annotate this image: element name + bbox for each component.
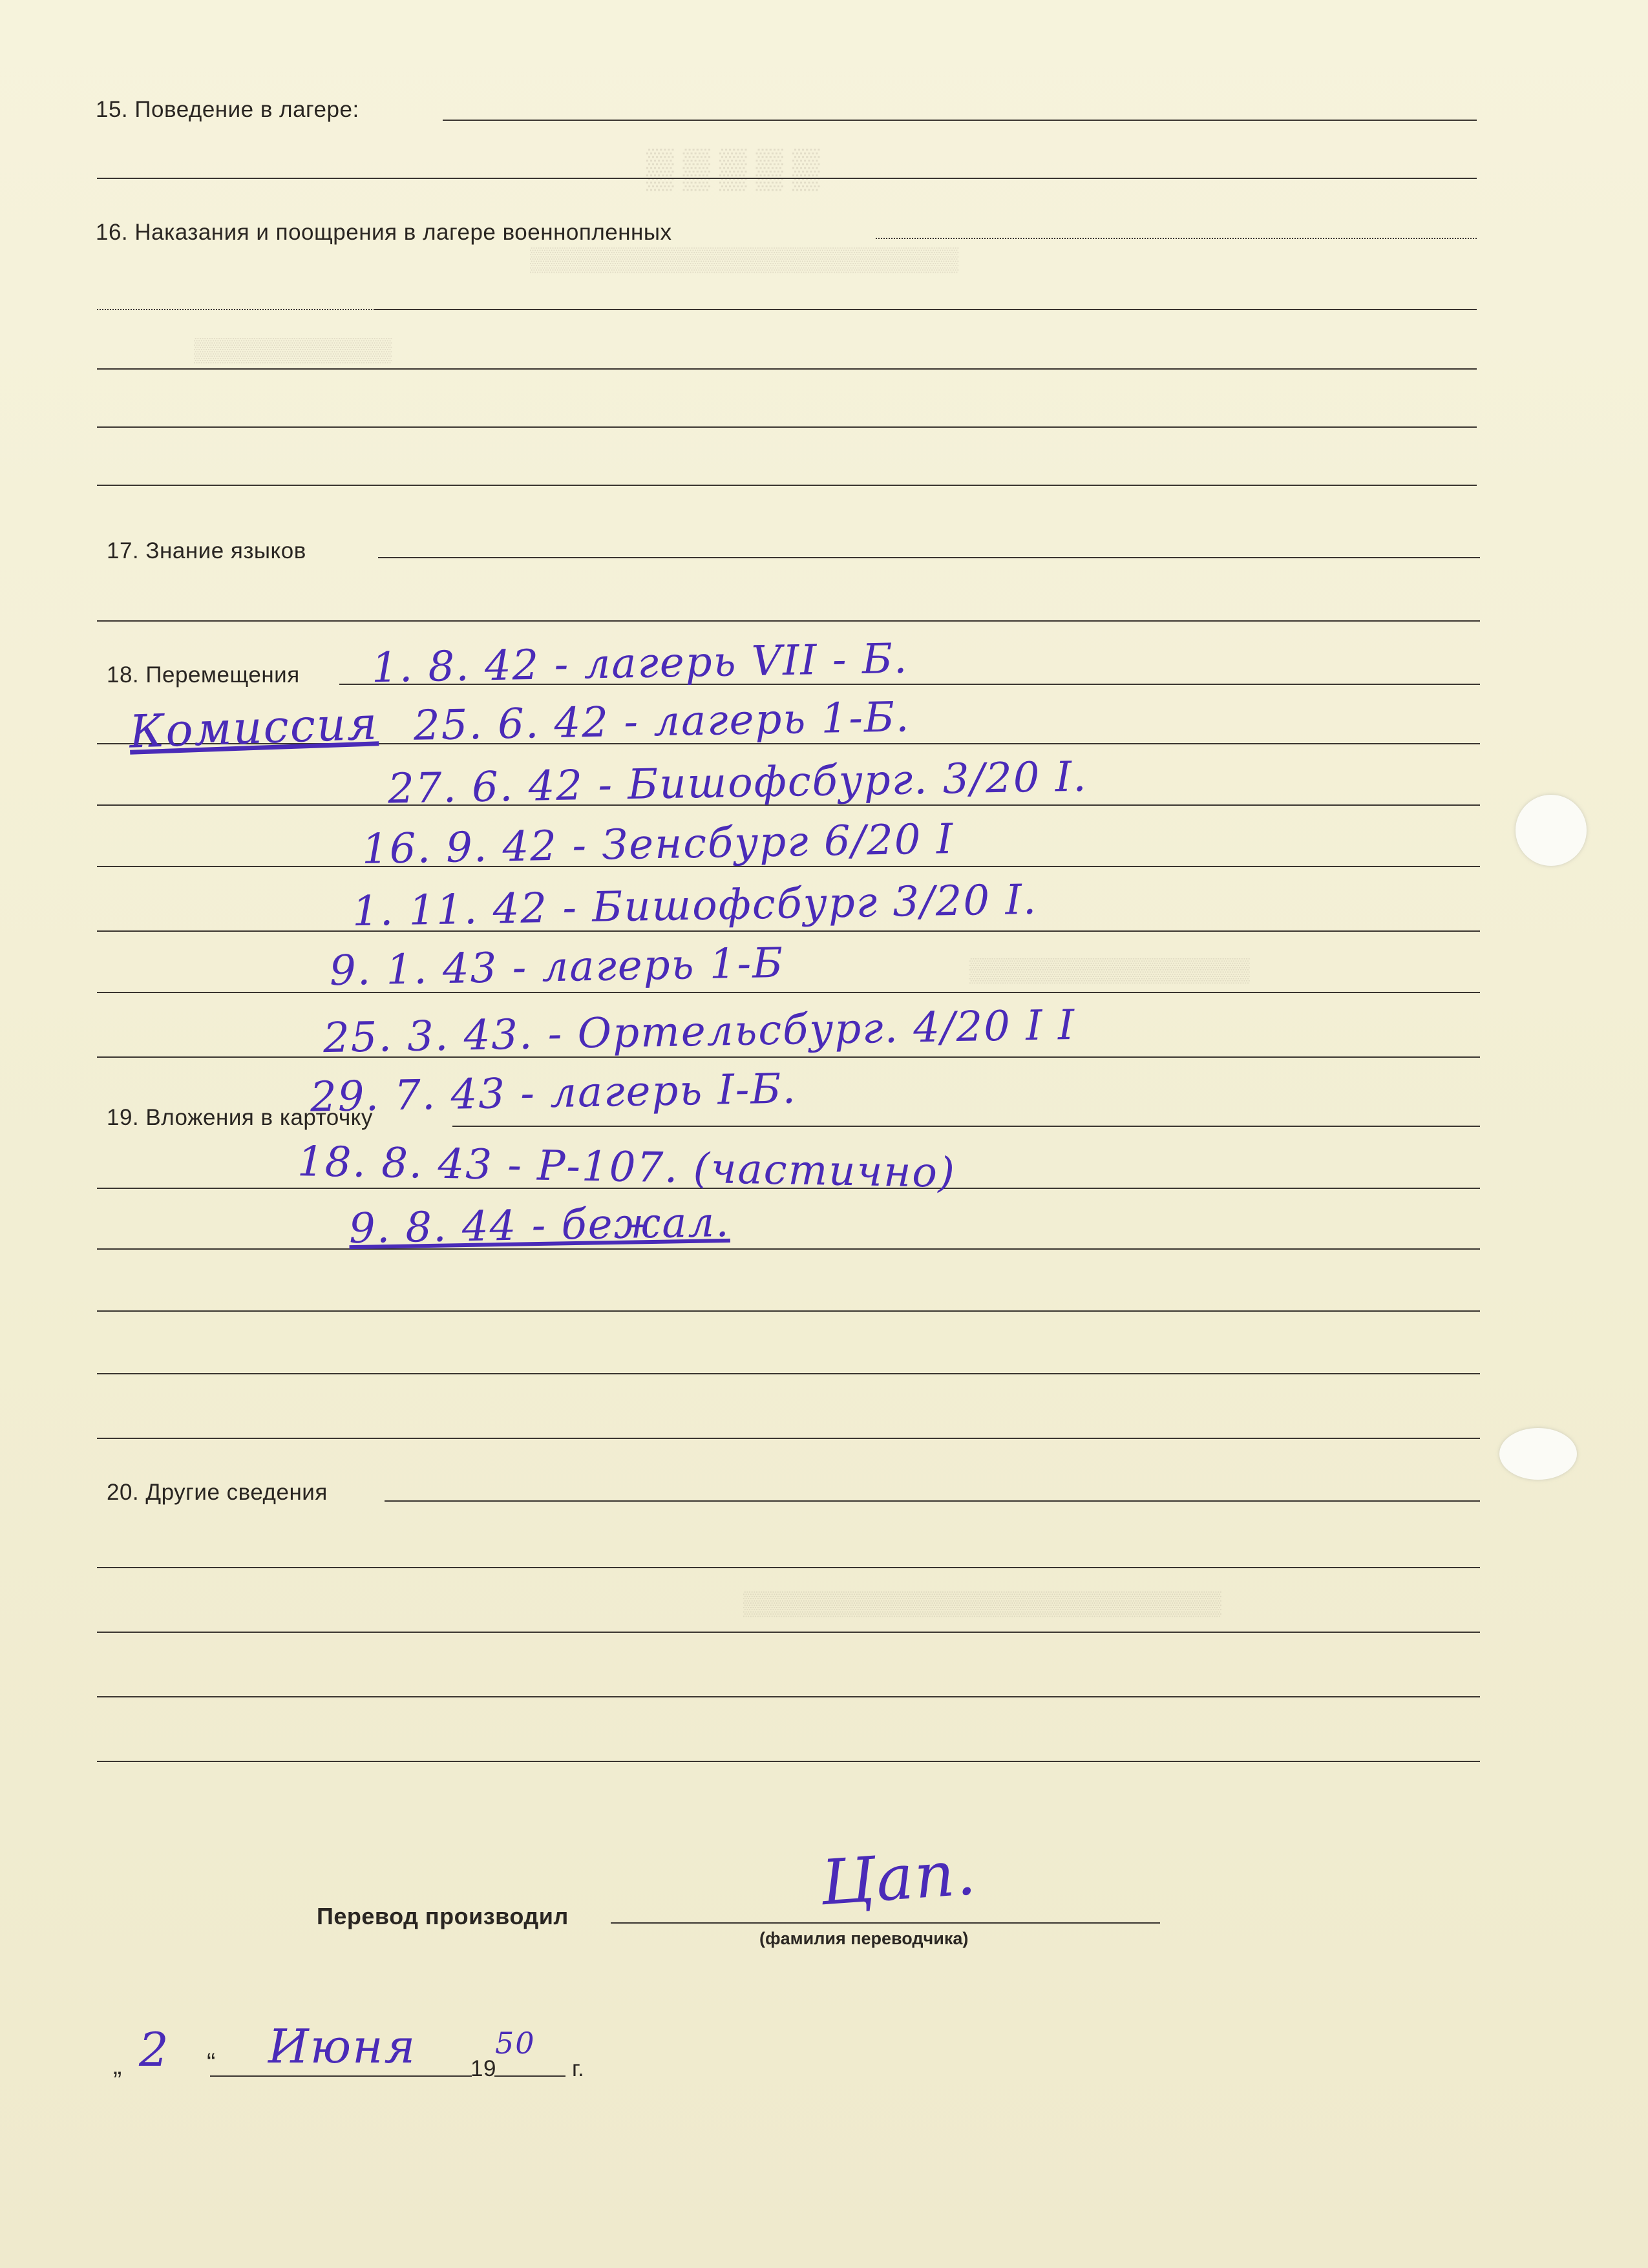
movement-entry: 1. 11. 42 - Бишофсбург 3/20 І. bbox=[352, 876, 1038, 936]
field-15-line bbox=[97, 178, 1477, 179]
field-19-line bbox=[452, 1126, 1480, 1127]
field-15-label: 15. Поведение в лагере: bbox=[96, 97, 359, 122]
movement-entry: 27. 6. 42 - Бишофсбург. 3/20 І. bbox=[387, 753, 1088, 814]
movement-entry: 16. 9. 42 - Зенсбург 6/20 І bbox=[361, 815, 955, 874]
field-16-line bbox=[97, 368, 1477, 370]
bleed-through: ▒▒▒▒▒ bbox=[646, 146, 829, 189]
date-year-prefix: 19 bbox=[470, 2056, 496, 2081]
field-16-line bbox=[97, 309, 375, 310]
date-year-end: г. bbox=[572, 2056, 585, 2081]
field-20-label: 20. Другие сведения bbox=[107, 1480, 328, 1505]
date-year-line bbox=[494, 2075, 565, 2077]
punch-hole bbox=[1516, 795, 1587, 866]
field-18-line bbox=[97, 930, 1480, 932]
field-20-line bbox=[385, 1500, 1480, 1502]
field-16-line bbox=[97, 426, 1477, 428]
movement-entry: 25. 6. 42 - лагерь 1-Б. bbox=[413, 693, 911, 750]
punch-hole bbox=[1499, 1428, 1577, 1480]
field-16-line bbox=[375, 309, 1477, 310]
bleed-through: ▒▒▒▒▒▒▒▒▒▒▒▒▒▒▒▒▒▒▒▒▒▒▒▒▒▒ bbox=[530, 246, 959, 272]
field-20-line bbox=[97, 1696, 1480, 1697]
movement-entry: 18. 8. 43 - Р-107. (частично) bbox=[297, 1138, 956, 1197]
date-month-line bbox=[210, 2075, 472, 2077]
field-17-line bbox=[97, 620, 1480, 622]
field-19-label: 19. Вложения в карточку bbox=[107, 1105, 373, 1130]
field-18-line bbox=[97, 992, 1480, 993]
translator-caption: (фамилия переводчика) bbox=[759, 1929, 969, 1948]
field-16-line bbox=[97, 485, 1477, 486]
movement-entry: 9. 8. 44 - бежал. bbox=[348, 1198, 731, 1254]
translator-label: Перевод производил bbox=[317, 1903, 569, 1929]
field-18-label: 18. Перемещения bbox=[107, 662, 300, 688]
field-16-line bbox=[876, 238, 1477, 239]
movement-entry: 9. 1. 43 - лагерь 1-Б bbox=[329, 939, 785, 996]
field-20-line bbox=[97, 1567, 1480, 1568]
field-19-line bbox=[97, 1310, 1480, 1312]
date-quote-close: “ bbox=[207, 2048, 216, 2077]
date-year-suffix: 50 bbox=[495, 2026, 536, 2061]
field-20-line bbox=[97, 1632, 1480, 1633]
bleed-through: ▒▒▒▒▒▒▒▒▒▒▒▒▒▒▒▒▒▒▒▒▒▒▒▒▒▒▒▒▒ bbox=[743, 1590, 1221, 1616]
field-20-line bbox=[97, 1761, 1480, 1762]
field-19-line bbox=[97, 1248, 1480, 1250]
movement-entry: 1. 8. 42 - лагерь VII - Б. bbox=[371, 635, 909, 693]
field-17-line bbox=[378, 557, 1480, 558]
field-19-line bbox=[97, 1438, 1480, 1439]
date-day: 2 bbox=[139, 2022, 170, 2077]
bleed-through: ▒▒▒▒▒▒▒▒▒▒▒▒ bbox=[194, 336, 392, 362]
field-15-line bbox=[443, 120, 1477, 121]
bleed-through: ▒▒▒▒▒▒▒▒▒▒▒▒▒▒▒▒▒ bbox=[969, 956, 1250, 983]
movement-entry: 25. 3. 43. - Ортельсбург. 4/20 І І bbox=[322, 1001, 1076, 1063]
translator-line bbox=[611, 1922, 1160, 1924]
field-16-label: 16. Наказания и поощрения в лагере военнопленных bbox=[96, 220, 672, 245]
translator-signature: Цап. bbox=[818, 1836, 979, 1920]
date-quote-open: „ bbox=[113, 2052, 122, 2080]
field-19-line bbox=[97, 1373, 1480, 1374]
field-17-label: 17. Знание языков bbox=[107, 538, 306, 563]
field-18-line bbox=[97, 1056, 1480, 1058]
date-month: Июня bbox=[268, 2019, 417, 2074]
margin-note: Комиссия bbox=[128, 697, 379, 759]
movement-entry: 29. 7. 43 - лагерь І-Б. bbox=[310, 1065, 798, 1122]
